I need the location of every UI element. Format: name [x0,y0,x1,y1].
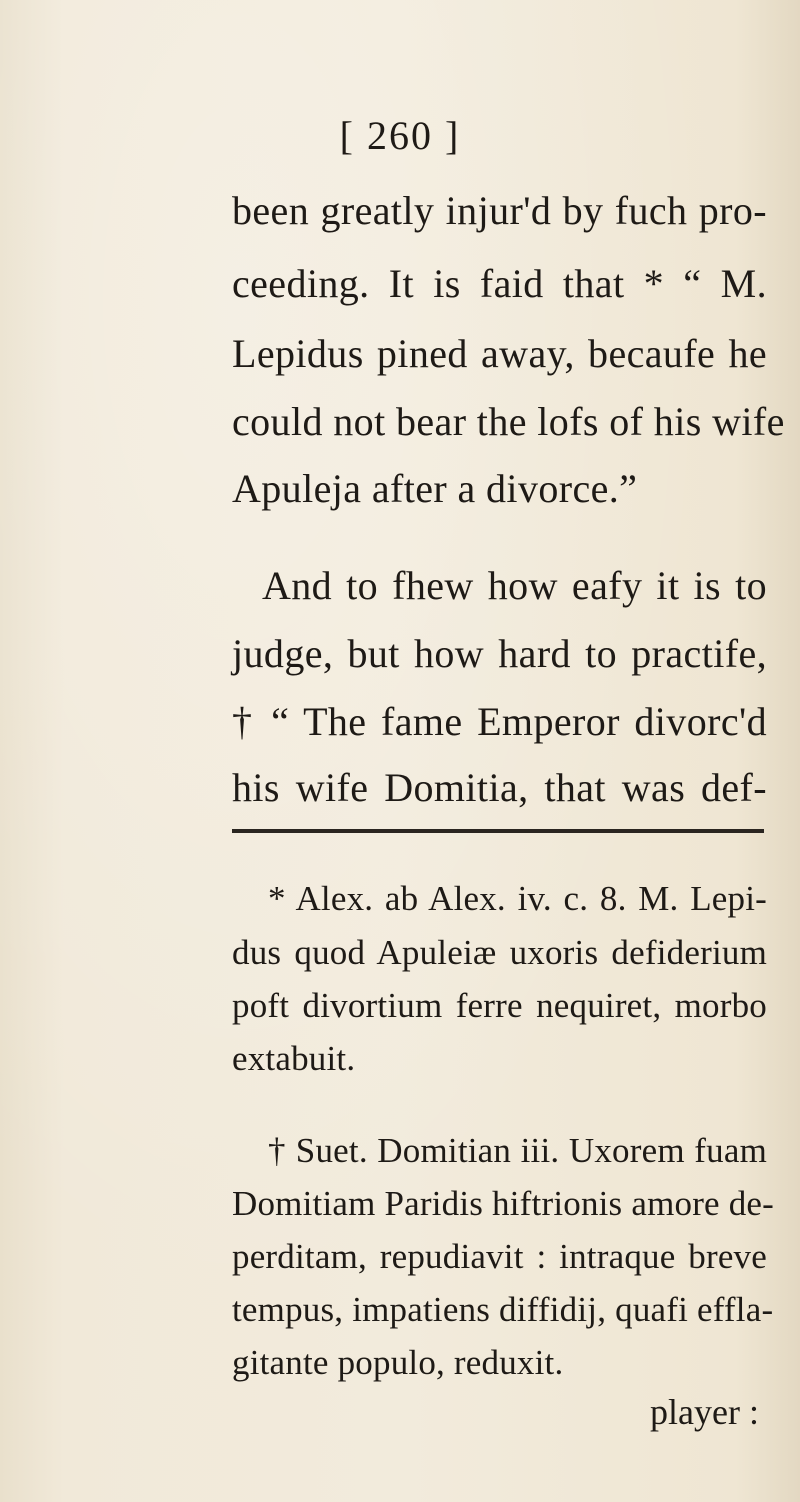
footnote-1-line-3: poft divortium ferre nequiret, morbo [232,986,767,1025]
body-line-9: his wife Domitia, that was def- [232,765,767,810]
footnote-2-line-2: Domitiam Paridis hiftrionis amore de- [232,1184,775,1223]
catchword: player : [650,1392,759,1432]
body-line-1: been greatly injur'd by fuch pro- [232,188,767,233]
footnote-2-line-4: tempus, impatiens diffidij, quafi effla- [232,1290,774,1329]
body-line-7: judge, but how hard to practife, [232,631,767,676]
footnote-2-line-3: perditam, repudiavit : intraque breve [232,1237,767,1276]
body-line-5: Apuleja after a divorce.” [232,466,638,511]
footnote-1-line-4: extabuit. [232,1039,356,1078]
body-line-4: could not bear the lofs of his wife [232,399,785,444]
page-number-header: [ 260 ] [339,113,461,158]
body-line-3: Lepidus pined away, becaufe he [232,331,767,376]
footnote-divider [232,829,764,833]
footnote-2-line-5: gitante populo, reduxit. [232,1343,564,1382]
footnote-2-line-1: † Suet. Domitian iii. Uxorem fuam [268,1131,767,1170]
body-line-6: And to fhew how eafy it is to [262,563,767,608]
footnote-1-line-1: * Alex. ab Alex. iv. c. 8. M. Lepi- [268,879,767,918]
body-line-2: ceeding. It is faid that * “ M. [232,261,767,306]
footnote-1-line-2: dus quod Apuleiæ uxoris defiderium [232,933,767,972]
body-line-8: † “ The fame Emperor divorc'd [232,699,767,744]
